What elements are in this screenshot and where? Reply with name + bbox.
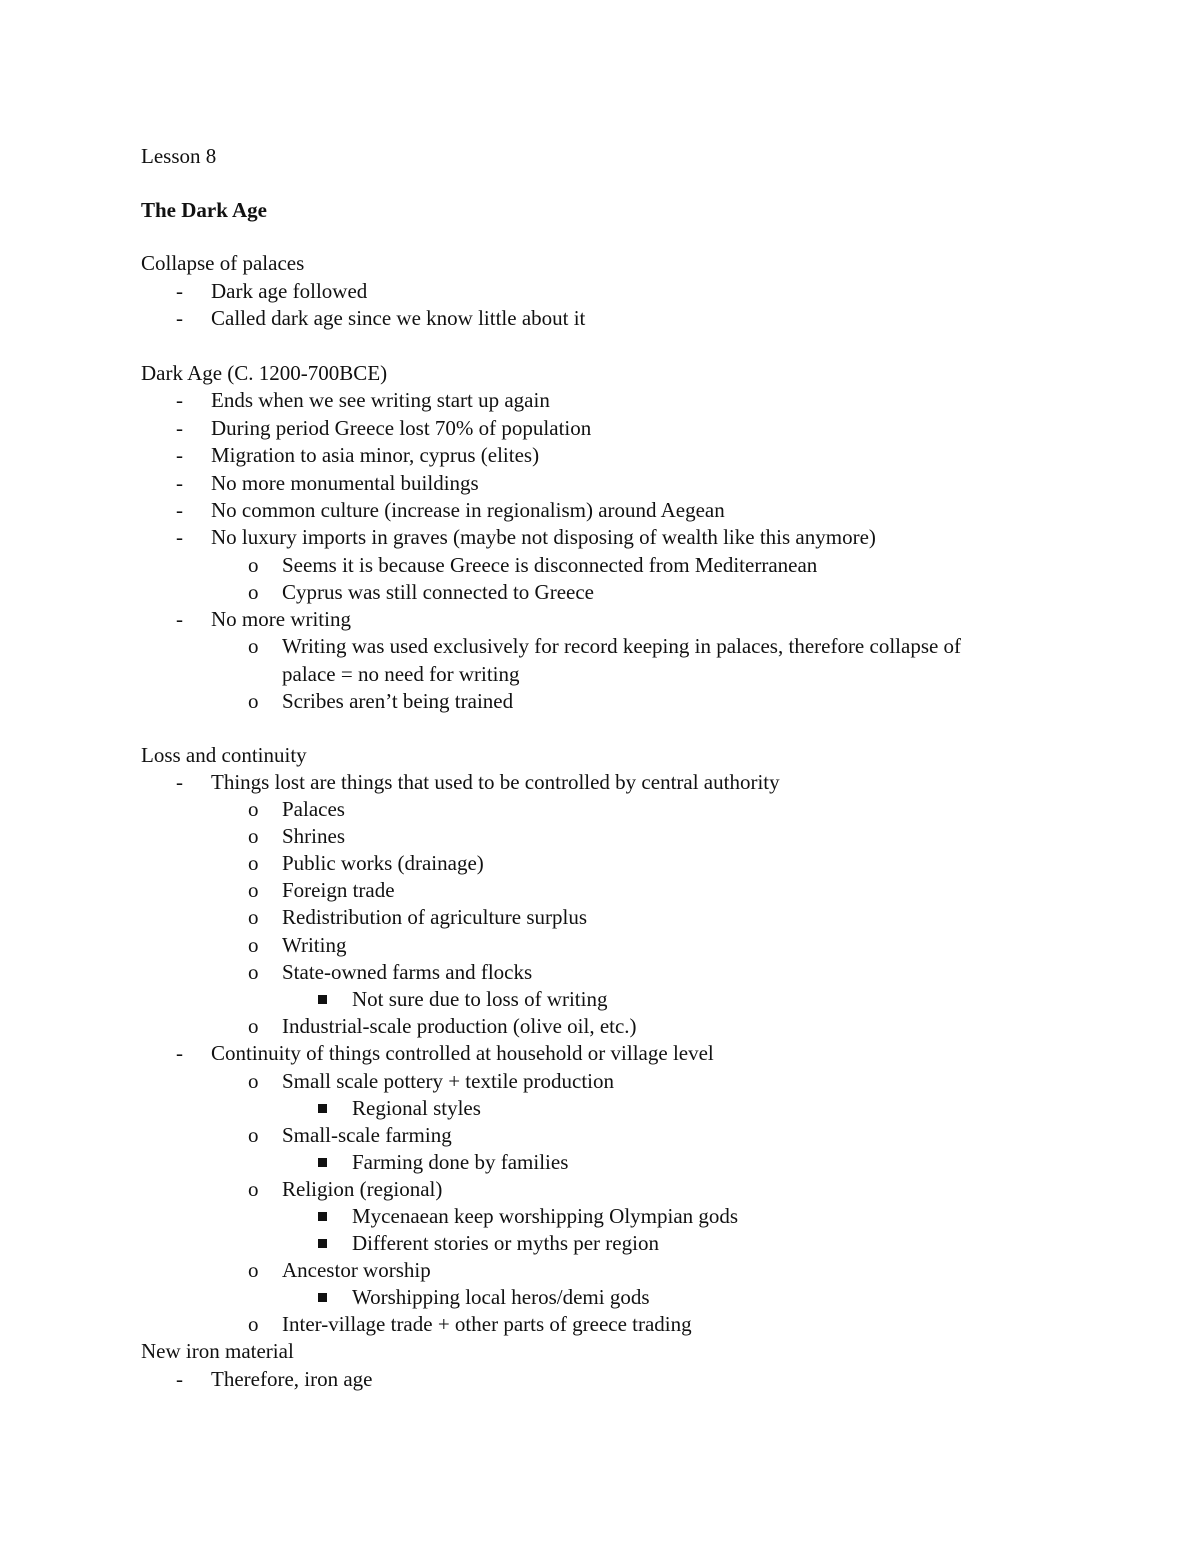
dash-bullet: - <box>176 443 183 467</box>
dash-bullet: - <box>176 471 183 495</box>
circle-bullet: o <box>248 797 259 821</box>
circle-bullet: o <box>248 851 259 875</box>
circle-bullet: o <box>248 553 259 577</box>
dash-bullet: - <box>176 416 183 440</box>
circle-bullet: o <box>248 1258 259 1282</box>
dash-bullet: - <box>176 1367 183 1391</box>
dash-bullet: - <box>176 306 183 330</box>
circle-bullet: o <box>248 960 259 984</box>
circle-bullet: o <box>248 580 259 604</box>
dash-bullet: - <box>176 279 183 303</box>
circle-bullet: o <box>248 1177 259 1201</box>
circle-bullet: o <box>248 689 259 713</box>
dash-bullet: - <box>176 388 183 412</box>
dash-bullet: - <box>176 607 183 631</box>
dash-bullet: - <box>176 525 183 549</box>
dash-bullet: - <box>176 1041 183 1065</box>
circle-bullet: o <box>248 905 259 929</box>
circle-bullet: o <box>248 1312 259 1336</box>
square-bullet-icon <box>318 1239 327 1248</box>
dash-bullet: - <box>176 770 183 794</box>
circle-bullet: o <box>248 1014 259 1038</box>
dash-bullet: - <box>176 498 183 522</box>
document-page: Lesson 8 The Dark Age Collapse of palaces - Dark age followed - Called dark age since we know little about it Dark Age (C. 1200-700BCE) - Ends when we see writing start up again - During period Greece lost 70% of population - Migration to asia minor, cyprus (elites) - No more monumental buildings - No common culture (increase in regionalism) around Aegean - No luxury imports in graves (maybe not disposing of wealth like this anymore) o Seems it is because Greece is disconnected from Mediterranean o Cyprus was still connected to Greece - No more writing o Writing was used exclusively for record keeping in palaces, therefore collapse of palace = no need for writing o Scribes aren’t being trained Loss and continuity - Things lost are things that used to be controlled by central authority o Palaces o Shrines o Public works (drainage) o Foreign trade o Redistribution of agriculture surplus o Writing o State-owned farms and flocks Not sure due to loss of writing o Industrial-scale production (olive oil, etc.) - Continuity of things controlled at household or village level o Small scale pottery + textile production Regional styles o Small-scale farming Farming done by families o Religion (regional) Mycenaean keep worshipping Olympian gods Different stories or myths per region o Ancestor worship Worshipping local heros/demi gods o Inter-village trade + other parts of greece trading New iron material - Therefore, iron age <box>141 144 962 1391</box>
circle-bullet: o <box>248 933 259 957</box>
square-bullet-icon <box>318 1212 327 1221</box>
circle-bullet: o <box>248 878 259 902</box>
square-bullet-icon <box>318 1158 327 1167</box>
square-bullet-icon <box>318 995 327 1004</box>
square-bullet-icon <box>318 1293 327 1302</box>
square-bullet-icon <box>318 1104 327 1113</box>
circle-bullet: o <box>248 824 259 848</box>
circle-bullet: o <box>248 1069 259 1093</box>
circle-bullet: o <box>248 1123 259 1147</box>
circle-bullet: o <box>248 634 259 658</box>
